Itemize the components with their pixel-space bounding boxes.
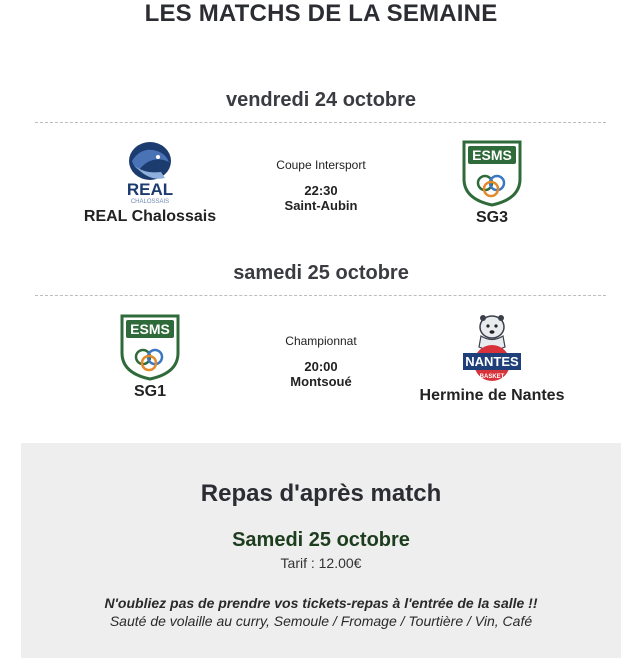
- svg-text:BASKET: BASKET: [479, 374, 505, 380]
- divider: [35, 122, 606, 123]
- esms-logo: [119, 313, 181, 381]
- svg-text:ESMS: ESMS: [472, 147, 512, 163]
- match-day-heading: samedi 25 octobre: [233, 262, 409, 284]
- meal-reminder: N'oubliez pas de prendre vos tickets-repas à l'entrée de la salle !!: [104, 595, 538, 611]
- svg-text:REAL: REAL: [126, 180, 174, 199]
- match-day-heading: vendredi 24 octobre: [225, 89, 417, 111]
- away-team[interactable]: [402, 139, 582, 227]
- meal-menu: Sauté de volaille au curry, Semoule / Fromage / Tourtière / Vin, Café: [109, 613, 533, 629]
- competition-label: Coupe Intersport: [276, 158, 366, 172]
- meal-price: Tarif : 12.00€: [280, 555, 362, 571]
- esms-logo: [461, 139, 523, 207]
- home-team[interactable]: [60, 313, 240, 401]
- match-info: [241, 158, 401, 213]
- away-team[interactable]: [402, 313, 582, 405]
- meal-date: Samedi 25 octobre: [232, 529, 410, 551]
- match-time: 22:30: [304, 183, 338, 198]
- real-chalossais-logo: [95, 140, 205, 206]
- away-team-name: Hermine de Nantes: [419, 387, 565, 404]
- match-venue: Montsoué: [290, 374, 352, 389]
- home-team-name: SG1: [133, 383, 166, 400]
- home-team[interactable]: [60, 140, 240, 226]
- svg-text:ESMS: ESMS: [130, 321, 170, 337]
- page-title: LES MATCHS DE LA SEMAINE: [144, 0, 498, 27]
- meal-panel: [21, 443, 621, 658]
- match-time: 20:00: [304, 359, 338, 374]
- away-team-name: SG3: [475, 209, 508, 226]
- hermine-nantes-logo: [457, 313, 527, 385]
- svg-text:CHALOSSAIS: CHALOSSAIS: [130, 199, 170, 205]
- competition-label: Championnat: [285, 334, 357, 348]
- meal-title: Repas d'après match: [200, 480, 442, 507]
- match-info: [241, 334, 401, 389]
- match-venue: Saint-Aubin: [284, 198, 358, 213]
- divider: [35, 295, 606, 296]
- home-team-name: REAL Chalossais: [83, 208, 217, 225]
- svg-text:NANTES: NANTES: [465, 354, 519, 369]
